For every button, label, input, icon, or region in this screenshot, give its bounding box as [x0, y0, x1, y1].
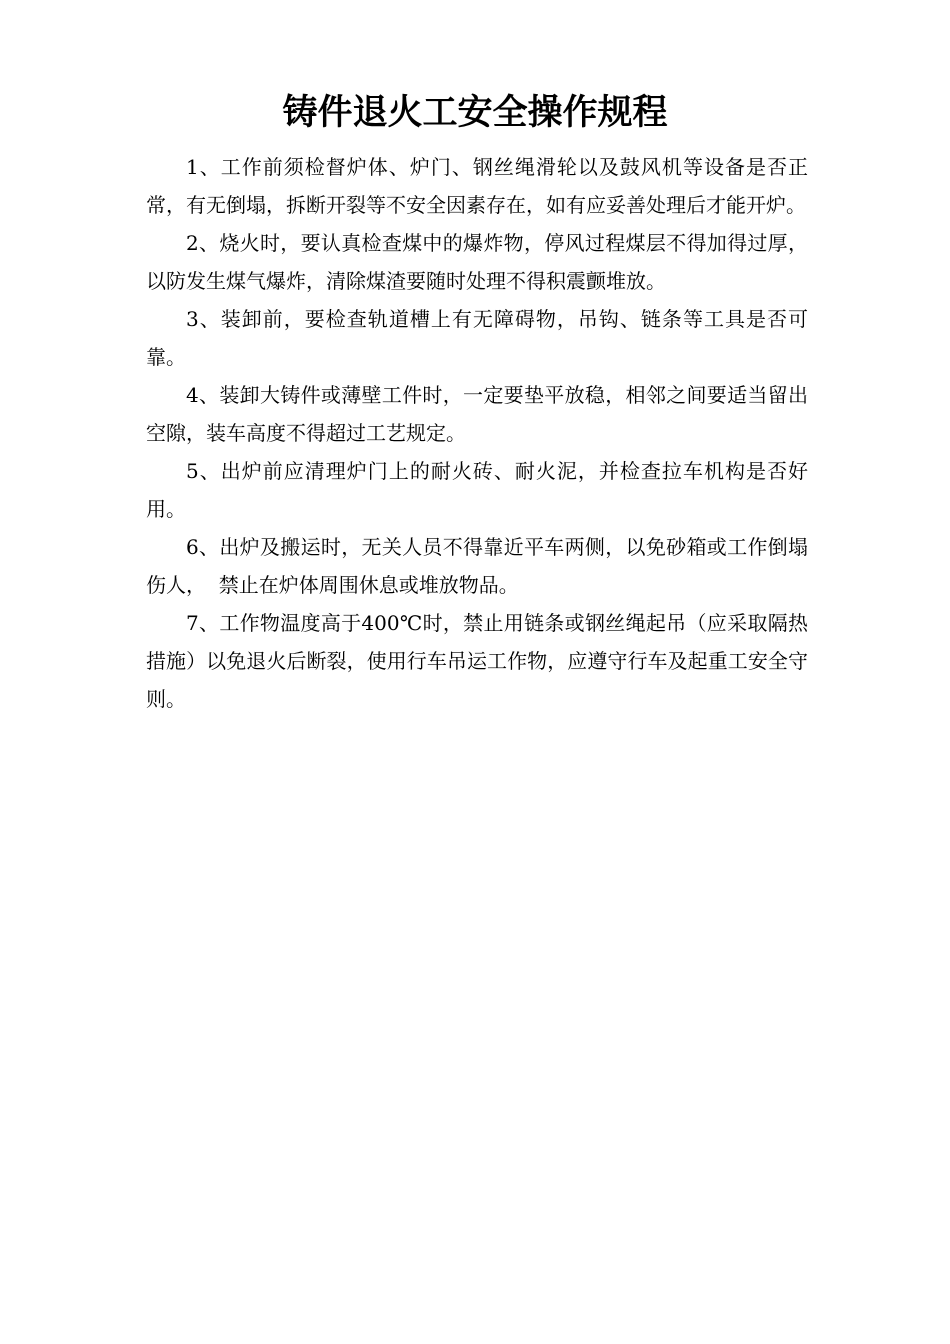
- rule-paragraph-1: 1、工作前须检督炉体、炉门、钢丝绳滑轮以及鼓风机等设备是否正常，有无倒塌，拆断开裂等不安全因素存在，如有应妥善处理后才能开炉。: [146, 155, 808, 217]
- document-title: 铸件退火工安全操作规程: [282, 92, 668, 133]
- rule-paragraph-6: 6、出炉及搬运时，无关人员不得靠近平车两侧，以免砂箱或工作倒塌伤人， 禁止在炉体周围休息或堆放物品。: [146, 535, 808, 597]
- rule-paragraph-3: 3、装卸前，要检查轨道槽上有无障碍物，吊钩、链条等工具是否可靠。: [146, 307, 808, 369]
- rule-paragraph-5: 5、出炉前应清理炉门上的耐火砖、耐火泥，并检查拉车机构是否好用。: [146, 459, 808, 521]
- rule-paragraph-7: 7、工作物温度高于400℃时，禁止用链条或钢丝绳起吊（应采取隔热措施）以免退火后断裂，使用行车吊运工作物，应遵守行车及起重工安全守则。: [146, 611, 808, 711]
- rule-paragraph-2: 2、烧火时，要认真检查煤中的爆炸物，停风过程煤层不得加得过厚，以防发生煤气爆炸，清除煤渣要随时处理不得积震颤堆放。: [146, 231, 808, 293]
- document-body: [146, 148, 808, 718]
- rule-paragraph-4: 4、装卸大铸件或薄壁工件时，一定要垫平放稳，相邻之间要适当留出空隙，装车高度不得超过工艺规定。: [146, 383, 808, 445]
